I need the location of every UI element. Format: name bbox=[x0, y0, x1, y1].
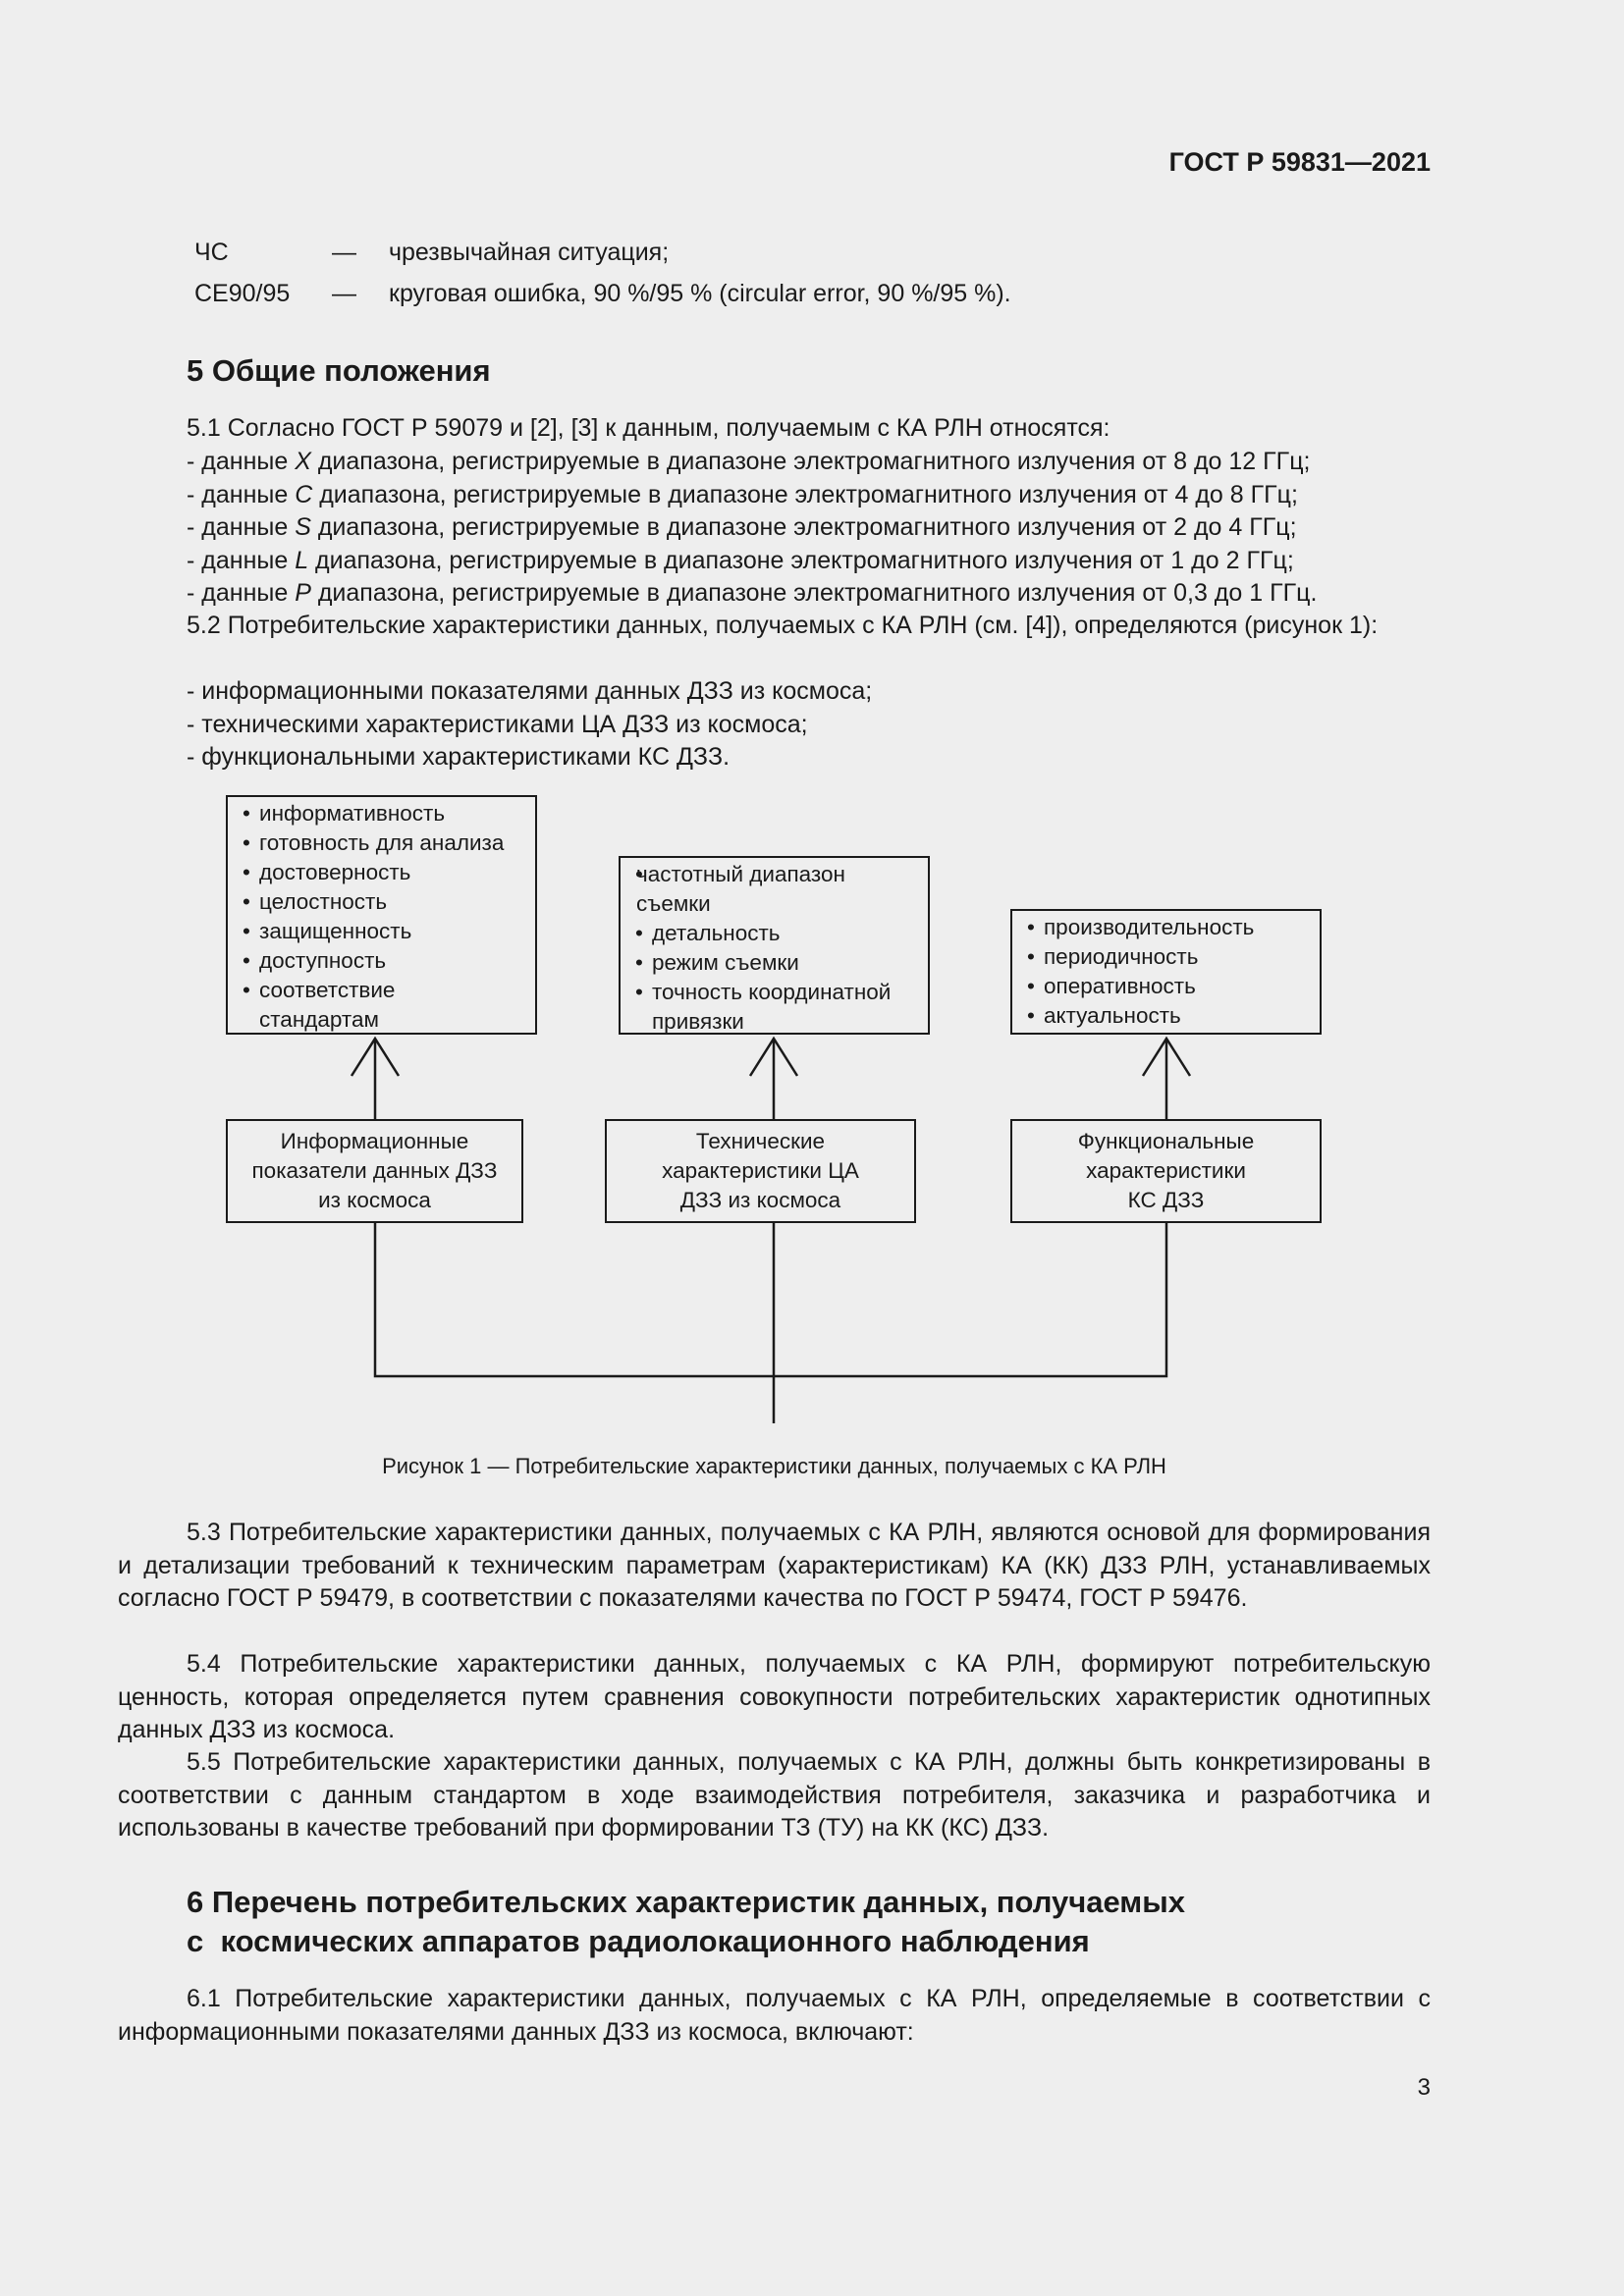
paragraph-5-2: 5.2 Потребительские характеристики данных, получаемых с КА РЛН (см. [4]), определяются (рисунок 1): bbox=[187, 612, 1379, 639]
list-item: • целостность bbox=[228, 887, 535, 917]
abbreviation-definition: чрезвычайная ситуация; bbox=[389, 239, 670, 266]
arrow-head bbox=[750, 1039, 797, 1076]
info-indicators-node: Информационные показатели данных ДЗЗ из космоса bbox=[226, 1119, 523, 1223]
arrow-head bbox=[1143, 1039, 1190, 1076]
section-6-title bbox=[187, 1883, 1185, 1961]
func-characteristics-box bbox=[1010, 909, 1322, 1035]
paragraph-5-3: 5.3 Потребительские характеристики данных, получаемых с КА РЛН, являются основой для формирования и детализации требований к техническим параметрам (характеристикам) КА (КК) ДЗЗ РЛН, устанавливаемых согласно ГОСТ Р 59479, в соответствии с показателями качества по ГОСТ Р 59474, ГОСТ Р 59476. bbox=[118, 1519, 1431, 1612]
figure-caption: Рисунок 1 — Потребительские характеристики данных, получаемых с КА РЛН bbox=[382, 1454, 1166, 1478]
info-indicators-box bbox=[226, 795, 537, 1035]
list-item: • режим съемки bbox=[621, 948, 928, 978]
func-characteristics-node: Функциональные характеристики КС ДЗЗ bbox=[1010, 1119, 1322, 1223]
abbreviation-dash: — bbox=[332, 239, 356, 266]
band-item: - данные X диапазона, регистрируемые в диапазоне электромагнитного излучения от 8 до 12 ГГц; bbox=[187, 448, 1311, 475]
band-item: - данные L диапазона, регистрируемые в диапазоне электромагнитного излучения от 1 до 2 ГГц; bbox=[187, 546, 1294, 574]
list-item: • соответствие стандартам bbox=[228, 976, 456, 1035]
document-id: ГОСТ Р 59831—2021 bbox=[1168, 147, 1431, 177]
page-number: 3 bbox=[1417, 2074, 1431, 2101]
section-5-title: 5 Общие положения bbox=[187, 353, 491, 388]
list-item: • достоверность bbox=[228, 858, 535, 887]
tech-characteristics-box bbox=[619, 856, 930, 1035]
list-item: • готовность для анализа bbox=[228, 828, 535, 858]
characteristics-list bbox=[187, 675, 872, 774]
tech-characteristics-node: Технические характеристики ЦА ДЗЗ из космоса bbox=[605, 1119, 916, 1223]
band-list bbox=[187, 446, 1431, 611]
list-item: • частотный диапазон съемки bbox=[621, 860, 892, 919]
arrow-head bbox=[352, 1039, 399, 1076]
band-item: - данные P диапазона, регистрируемые в диапазоне электромагнитного излучения от 0,3 до 1 ГГц. bbox=[187, 579, 1318, 607]
list-item: - информационными показателями данных ДЗЗ из космоса; bbox=[187, 677, 873, 705]
list-item: • доступность bbox=[228, 946, 535, 976]
list-item: • точность координатной привязки bbox=[621, 978, 917, 1037]
abbreviation-dash: — bbox=[332, 280, 356, 307]
list-item: - техническими характеристиками ЦА ДЗЗ из космоса; bbox=[187, 710, 808, 738]
abbreviation-term: ЧС bbox=[194, 239, 229, 266]
list-item: • актуальность bbox=[1012, 1001, 1320, 1031]
bottom-connector bbox=[375, 1223, 1166, 1376]
list-item: - функциональными характеристиками КС ДЗЗ. bbox=[187, 743, 731, 771]
band-item: - данные S диапазона, регистрируемые в диапазоне электромагнитного излучения от 2 до 4 ГГц; bbox=[187, 513, 1297, 541]
list-item: • оперативность bbox=[1012, 972, 1320, 1001]
band-item: - данные C диапазона, регистрируемые в диапазоне электромагнитного излучения от 4 до 8 ГГц; bbox=[187, 480, 1298, 508]
abbreviation-definition: круговая ошибка, 90 %/95 % (circular error, 90 %/95 %). bbox=[389, 280, 1011, 307]
section-6-title-line: с космических аппаратов радиолокационного наблюдения bbox=[187, 1924, 1090, 1958]
paragraph-5-4: 5.4 Потребительские характеристики данных, получаемых с КА РЛН, формируют потребительскую ценность, которая определяется путем сравнения совокупности потребительских характеристик однотипных данных ДЗЗ из космоса. bbox=[118, 1650, 1431, 1743]
list-item: • производительность bbox=[1012, 913, 1320, 942]
section-6-title-line: 6 Перечень потребительских характеристик данных, получаемых bbox=[187, 1885, 1185, 1919]
abbreviation-term: CE90/95 bbox=[194, 280, 291, 307]
paragraph-6-1: 6.1 Потребительские характеристики данных, получаемых с КА РЛН, определяемые в соответствии с информационными показателями данных ДЗЗ из космоса, включают: bbox=[118, 1985, 1431, 2046]
paragraph-5-5: 5.5 Потребительские характеристики данных, получаемых с КА РЛН, должны быть конкретизированы в соответствии с данным стандартом в ходе взаимодействия потребителя, заказчика и разработчика и использованы в качестве требований при формировании ТЗ (ТУ) на КК (КС) ДЗЗ. bbox=[118, 1748, 1431, 1842]
list-item: • периодичность bbox=[1012, 942, 1320, 972]
paragraph-5-1: 5.1 Согласно ГОСТ Р 59079 и [2], [3] к данным, получаемым с КА РЛН относятся: bbox=[187, 414, 1110, 442]
list-item: • детальность bbox=[621, 919, 928, 948]
list-item: • защищенность bbox=[228, 917, 535, 946]
list-item: • информативность bbox=[228, 799, 535, 828]
